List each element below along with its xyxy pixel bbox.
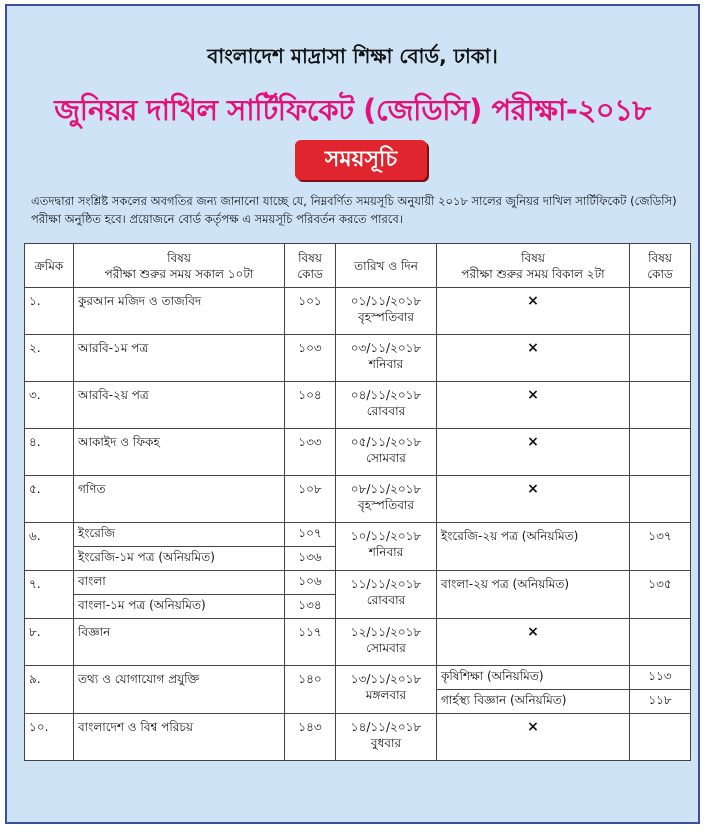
cell-afternoon-none bbox=[437, 476, 630, 523]
cell-date: ০৩/১১/২০১৮ শনিবার bbox=[336, 335, 437, 382]
cell-code: ১৩৩ bbox=[285, 429, 336, 476]
cell-date: ১১/১১/২০১৮ রোববার bbox=[336, 571, 437, 619]
table-row bbox=[25, 382, 691, 429]
cell-code-afternoon bbox=[630, 382, 691, 429]
cell-subject: গণিত bbox=[74, 476, 285, 523]
header-date: তারিখ ও দিন bbox=[336, 244, 437, 288]
cell-code-afternoon: ১৩৫ bbox=[630, 571, 691, 619]
cell-afternoon-none bbox=[437, 382, 630, 429]
schedule-table bbox=[24, 243, 691, 761]
cell-date: ১০/১১/২০১৮ শনিবার bbox=[336, 523, 437, 571]
cell-subject: আরবি-১ম পত্র bbox=[74, 335, 285, 382]
cell-serial: ৪. bbox=[25, 429, 74, 476]
header-code: বিষয় কোড bbox=[285, 244, 336, 288]
cell-subject: আকাইদ ও ফিকহ bbox=[74, 429, 285, 476]
cell-afternoon-none bbox=[437, 714, 630, 761]
table-row bbox=[25, 476, 691, 523]
cell-code-afternoon bbox=[630, 429, 691, 476]
cell-date: ১৩/১১/২০১৮ মঙ্গলবার bbox=[336, 666, 437, 714]
cell-code: ১০৩ bbox=[285, 335, 336, 382]
cell-subject-afternoon: গার্হস্থ্য বিজ্ঞান (অনিয়মিত) bbox=[437, 690, 630, 714]
cell-code-afternoon bbox=[630, 288, 691, 335]
table-header-row bbox=[25, 244, 691, 288]
table-row bbox=[25, 429, 691, 476]
cross-icon: × bbox=[527, 481, 539, 497]
cell-subject: তথ্য ও যোগাযোগ প্রযুক্তি bbox=[74, 666, 285, 714]
cell-serial: ১. bbox=[25, 288, 74, 335]
cell-date: ০৮/১১/২০১৮ বৃহস্পতিবার bbox=[336, 476, 437, 523]
cross-icon: × bbox=[527, 293, 539, 309]
cross-icon: × bbox=[527, 387, 539, 403]
header-subject-afternoon: বিষয় পরীক্ষা শুরুর সময় বিকাল ২টা bbox=[437, 244, 630, 288]
cell-code-afternoon: ১৩৭ bbox=[630, 523, 691, 571]
cell-subject: বাংলা bbox=[74, 571, 285, 595]
cell-code: ১০৮ bbox=[285, 476, 336, 523]
cell-serial: ৭. bbox=[25, 571, 74, 619]
exam-title: জুনিয়র দাখিল সার্টিফিকেট (জেডিসি) পরীক্ষা-২০১৮ bbox=[54, 93, 651, 127]
cell-afternoon-none bbox=[437, 335, 630, 382]
cell-serial: ৯. bbox=[25, 666, 74, 714]
cross-icon: × bbox=[527, 434, 539, 450]
cell-afternoon-none bbox=[437, 619, 630, 666]
cell-subject-afternoon: বাংলা-২য় পত্র (অনিয়মিত) bbox=[437, 571, 630, 619]
table-row bbox=[25, 714, 691, 761]
table-row bbox=[25, 619, 691, 666]
cell-subject: ইংরেজি bbox=[74, 523, 285, 547]
cell-code: ১৪৩ bbox=[285, 714, 336, 761]
board-name: বাংলাদেশ মাদ্রাসা শিক্ষা বোর্ড, ঢাকা। bbox=[207, 44, 498, 68]
cell-code: ১০১ bbox=[285, 288, 336, 335]
cell-serial: ৬. bbox=[25, 523, 74, 571]
table-row bbox=[25, 335, 691, 382]
cell-code-afternoon: ১১৩ bbox=[630, 666, 691, 690]
cell-code: ১০৪ bbox=[285, 382, 336, 429]
schedule-badge: সময়সূচি bbox=[295, 140, 427, 180]
cell-subject-afternoon: ইংরেজি-২য় পত্র (অনিয়মিত) bbox=[437, 523, 630, 571]
cell-date: ০৫/১১/২০১৮ সোমবার bbox=[336, 429, 437, 476]
cell-serial: ৮. bbox=[25, 619, 74, 666]
cell-serial: ২. bbox=[25, 335, 74, 382]
cell-serial: ৫. bbox=[25, 476, 74, 523]
cell-date: ০৪/১১/২০১৮ রোববার bbox=[336, 382, 437, 429]
cell-code-afternoon: ১১৮ bbox=[630, 690, 691, 714]
cell-subject: বাংলা-১ম পত্র (অনিয়মিত) bbox=[74, 595, 285, 619]
cell-subject: বাংলাদেশ ও বিশ্ব পরিচয় bbox=[74, 714, 285, 761]
cell-code: ১০৭ bbox=[285, 523, 336, 547]
cell-code-afternoon bbox=[630, 476, 691, 523]
notice-text: এতদদ্বারা সংশ্লিষ্ট সকলের অবগতির জন্য জানানো যাচ্ছে যে, নিম্নবর্ণিত সময়সূচি অনুযায়ী ২০১৮ সালের জুনিয়র দাখিল সার্টিফিকেট (জেডিসি) পরীক্ষা অনুষ্ঠিত হবে। প্রয়োজনে বোর্ড কর্তৃপক্ষ এ সময়সূচি পরিবর্তন করতে পারবে। bbox=[31, 194, 677, 226]
header-serial: ক্রমিক bbox=[25, 244, 74, 288]
cell-subject: ইংরেজি-১ম পত্র (অনিয়মিত) bbox=[74, 547, 285, 571]
cell-code-afternoon bbox=[630, 714, 691, 761]
cell-date: ১২/১১/২০১৮ সোমবার bbox=[336, 619, 437, 666]
cell-date: ১৪/১১/২০১৮ বুধবার bbox=[336, 714, 437, 761]
cell-code: ১৩৬ bbox=[285, 547, 336, 571]
cell-subject-afternoon: কৃষিশিক্ষা (অনিয়মিত) bbox=[437, 666, 630, 690]
table-row bbox=[25, 288, 691, 335]
table-row bbox=[25, 571, 691, 595]
cross-icon: × bbox=[527, 624, 539, 640]
cross-icon: × bbox=[527, 719, 539, 735]
table-row bbox=[25, 666, 691, 690]
cell-code-afternoon bbox=[630, 335, 691, 382]
cell-code: ১০৬ bbox=[285, 571, 336, 595]
cell-serial: ৩. bbox=[25, 382, 74, 429]
cell-code: ১৩৪ bbox=[285, 595, 336, 619]
cell-serial: ১০. bbox=[25, 714, 74, 761]
cell-afternoon-none bbox=[437, 429, 630, 476]
table-row bbox=[25, 523, 691, 547]
cell-code: ১১৭ bbox=[285, 619, 336, 666]
cell-afternoon-none bbox=[437, 288, 630, 335]
cross-icon: × bbox=[527, 340, 539, 356]
cell-subject: বিজ্ঞান bbox=[74, 619, 285, 666]
cell-date: ০১/১১/২০১৮ বৃহস্পতিবার bbox=[336, 288, 437, 335]
cell-code: ১৪০ bbox=[285, 666, 336, 714]
header-code-afternoon: বিষয় কোড bbox=[630, 244, 691, 288]
cell-subject: আরবি-২য় পত্র bbox=[74, 382, 285, 429]
header-subject-morning: বিষয় পরীক্ষা শুরুর সময় সকাল ১০টা bbox=[74, 244, 285, 288]
cell-code-afternoon bbox=[630, 619, 691, 666]
cell-subject: কুরআন মজিদ ও তাজবিদ bbox=[74, 288, 285, 335]
